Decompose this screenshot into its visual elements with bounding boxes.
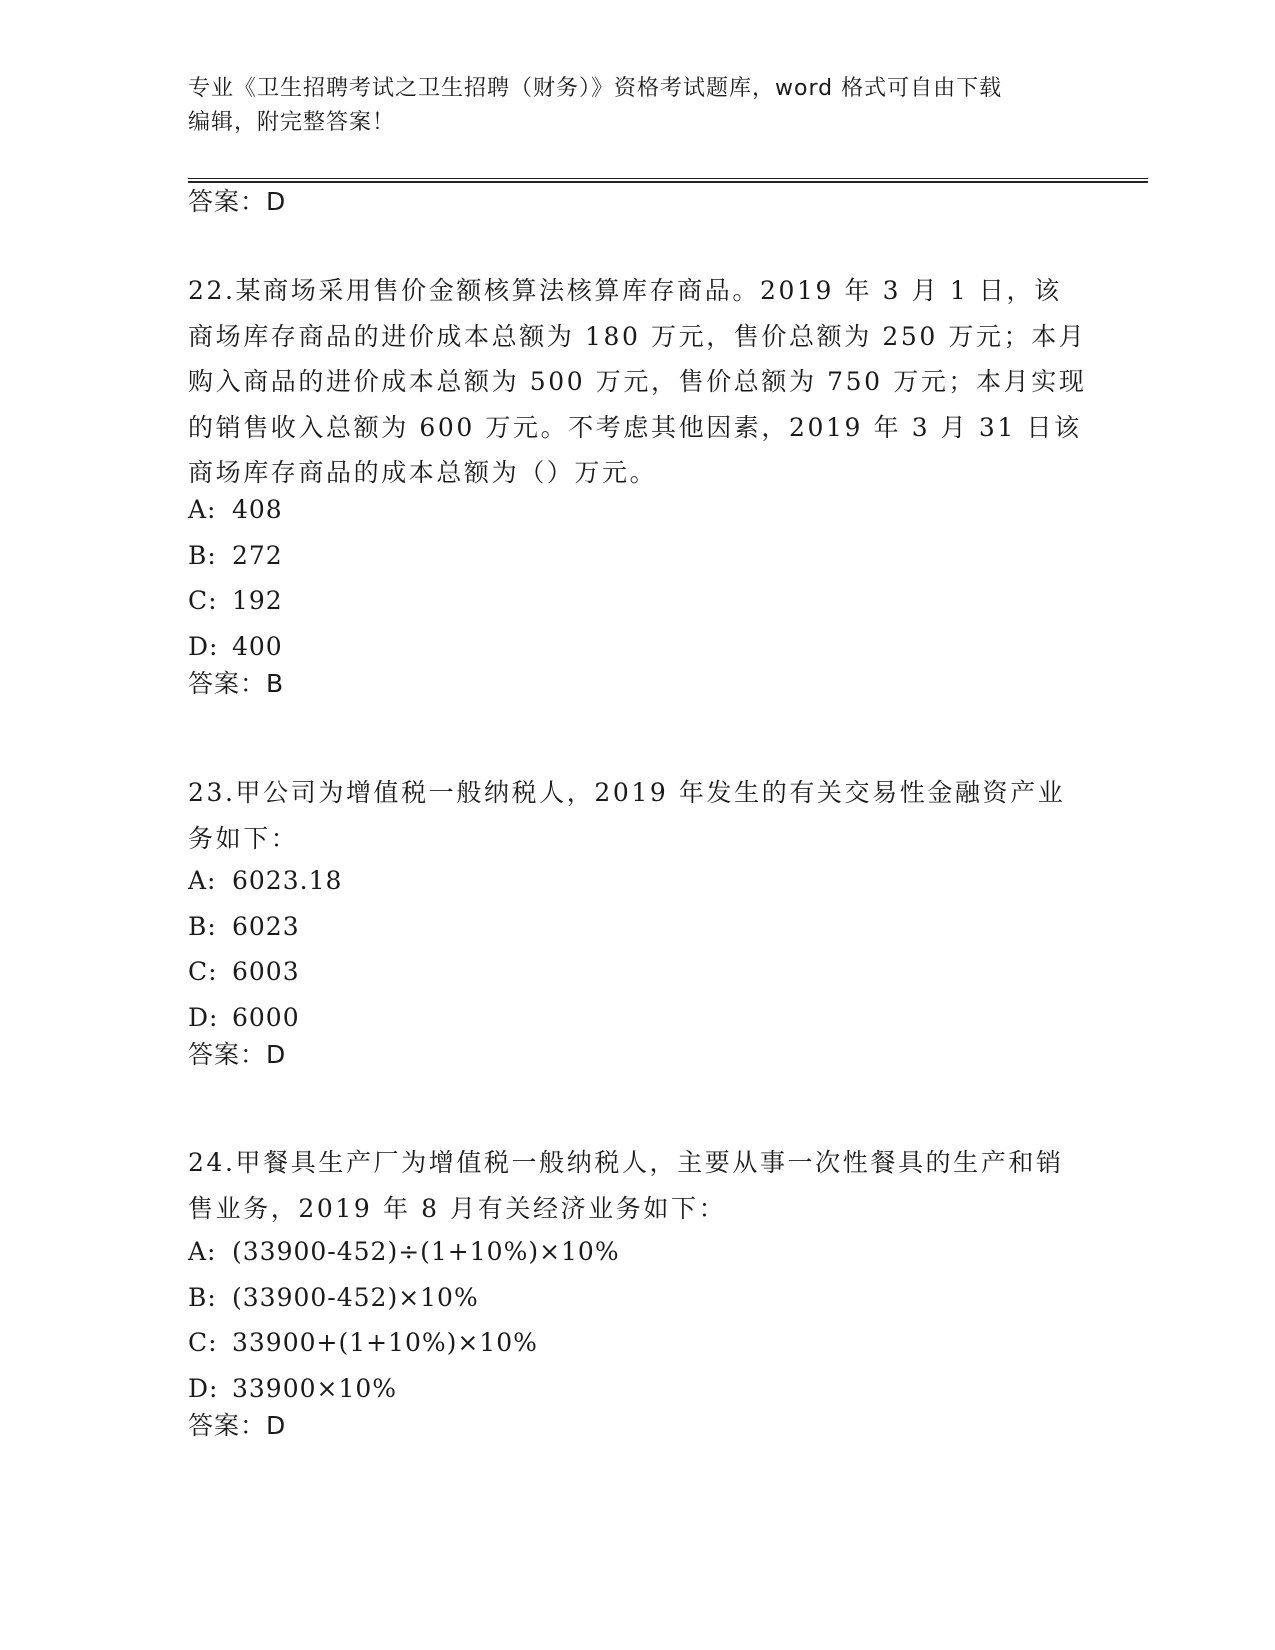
option-a: A: 408: [188, 495, 283, 524]
answer-24: 答案：D: [188, 1411, 287, 1440]
option-b: B: 272: [188, 540, 283, 570]
option-c: C: 33900+(1+10%)×10%: [188, 1328, 538, 1357]
page-header: [188, 72, 1088, 140]
option-a: A: (33900-452)÷(1+10%)×10%: [188, 1237, 620, 1266]
header-divider: [188, 178, 1148, 183]
question-24: 24.甲餐具生产厂为增值税一般纳税人，主要从事一次性餐具的生产和销售业务，2019 年 8 月有关经济业务如下：: [188, 1148, 1064, 1223]
question-22: 22.某商场采用售价金额核算法核算库存商品。2019 年 3 月 1 日，该商场库存商品的进价成本总额为 180 万元，售价总额为 250 万元；本月购入商品的进价成本总额为 500 万元，售价总额为 750 万元；本月实现的销售收入总额为 600 万元。不考虑其他因素，2019 年 3 月 31 日该商场库存商品的成本总额为（）万元。: [188, 276, 1087, 487]
option-b: B: 6023: [188, 911, 300, 941]
header-line-2: 编辑，附完整答案！: [188, 110, 396, 135]
option-a: A: 6023.18: [188, 866, 343, 895]
answer-23: 答案：D: [188, 1040, 287, 1069]
option-d: D: 33900×10%: [188, 1373, 398, 1403]
header-line-1: 专业《卫生招聘考试之卫生招聘（财务）》资格考试题库，word 格式可自由下载: [188, 76, 1003, 101]
option-b: B: (33900-452)×10%: [188, 1282, 479, 1312]
option-d: D: 400: [188, 631, 283, 661]
answer-prev: 答案：D: [188, 187, 287, 216]
options-23: [188, 858, 342, 1040]
option-d: D: 6000: [188, 1002, 300, 1032]
option-c: C: 6003: [188, 957, 300, 986]
question-23: 23.甲公司为增值税一般纳税人，2019 年发生的有关交易性金融资产业务如下：: [188, 778, 1066, 853]
options-24: [188, 1229, 620, 1411]
option-c: C: 192: [188, 586, 283, 615]
answer-22: 答案：B: [188, 669, 285, 698]
options-22: [188, 487, 283, 669]
